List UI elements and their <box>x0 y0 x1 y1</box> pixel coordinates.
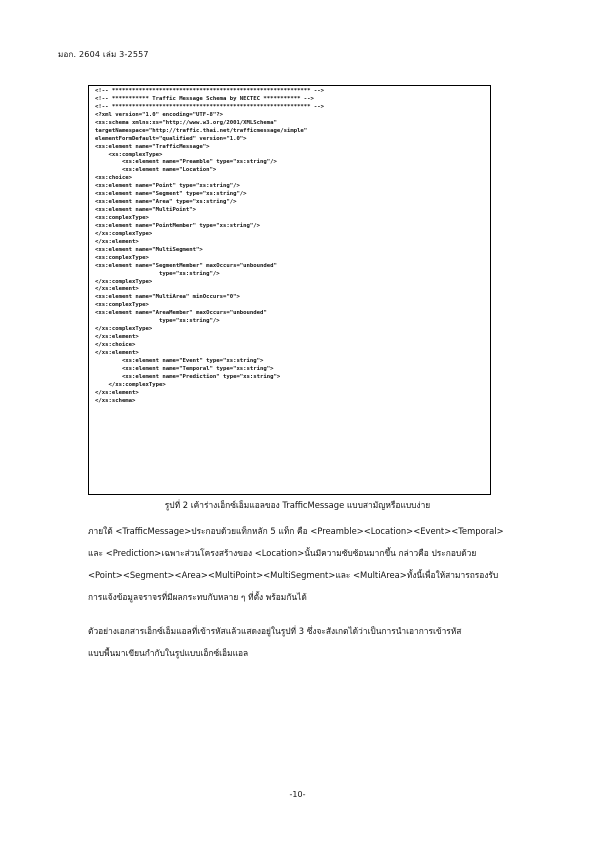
code-line: <xs:element name="MultiArea" minOccurs="0"> <box>95 294 240 301</box>
code-line: <?xml version="1.0" encoding="UTF-8"?> <box>95 111 223 118</box>
code-line: <xs:element name="Preamble" type="xs:string"/> <box>95 159 277 166</box>
paragraph-line: และ <Prediction>เฉพาะส่วนโครงสร้างของ <Location>นั้นมีความซับซ้อนมากขึ้น กล่าวคือ ประกอบด้วย <box>88 548 477 558</box>
code-line: <xs:element name="Prediction" type="xs:string"> <box>95 373 281 380</box>
document-header: มอก. 2604 เล่ม 3-2557 <box>58 50 149 59</box>
code-line: </xs:complexType> <box>95 381 166 388</box>
figure-caption: รูปที่ 2 เค้าร่างเอ็กซ์เอ็มแอลของ TrafficMessage แบบสามัญหรือแบบง่าย <box>164 500 431 510</box>
code-line: <xs:element name="Area" type="xs:string"/> <box>95 199 237 206</box>
code-line: </xs:element> <box>95 334 139 341</box>
code-line: <xs:complexType> <box>95 151 163 158</box>
code-line: <xs:element name="AreaMember" maxOccurs="unbounded" <box>95 310 267 317</box>
code-line: targetNamespace="http://traffic.thai.net/trafficmessage/simple" <box>95 127 308 134</box>
code-line: <xs:element name="Event" type="xs:string"> <box>95 357 264 364</box>
code-line: <xs:choice> <box>95 175 133 182</box>
paragraph-line: แบบพื้นมาเขียนกำกับในรูปแบบเอ็กซ์เอ็มแอล <box>88 648 249 658</box>
paragraph-line: ภายใต้ <TrafficMessage>ประกอบด้วยแท็กหลัก 5 แท็ก คือ <Preamble><Location><Event><Temporal> <box>88 526 504 536</box>
paragraph-2 <box>88 624 508 668</box>
code-line: <xs:element name="MultiSegment"> <box>95 246 203 253</box>
code-line: <xs:element name="SegmentMember" maxOccurs="unbounded" <box>95 262 277 269</box>
paragraph-1 <box>88 524 508 612</box>
code-line: </xs:complexType> <box>95 278 153 285</box>
code-line: <!-- *********** Traffic Message Schema by NECTEC *********** --> <box>95 95 314 102</box>
code-line: <xs:element name="Temporal" type="xs:string"> <box>95 365 274 372</box>
page-number: -10- <box>289 790 306 799</box>
code-line: <!-- *********************************************************** --> <box>95 88 325 94</box>
xml-schema-code-box <box>88 85 491 495</box>
code-line: <xs:element name="Segment" type="xs:string"/> <box>95 191 247 198</box>
code-line: </xs:complexType> <box>95 326 153 333</box>
code-line: </xs:element> <box>95 349 139 356</box>
code-line: <xs:element name="Location"> <box>95 167 217 174</box>
code-line: <xs:element name="Point" type="xs:string"/> <box>95 183 240 190</box>
code-line: </xs:element> <box>95 389 139 396</box>
code-line: <xs:complexType> <box>95 254 149 261</box>
code-line: </xs:schema> <box>95 397 136 404</box>
code-line: </xs:complexType> <box>95 230 153 237</box>
code-line: type="xs:string"/> <box>95 270 220 277</box>
code-line: </xs:element> <box>95 238 139 245</box>
code-line: <!-- *********************************************************** --> <box>95 103 325 110</box>
code-line: elementFormDefault="qualified" version="1.0"> <box>95 135 247 142</box>
code-line: <xs:complexType> <box>95 215 149 221</box>
code-line: <xs:schema xmlns:xs="http://www.w3.org/2001/XMLSchema" <box>95 119 277 126</box>
code-line: <xs:complexType> <box>95 302 149 309</box>
code-line: type="xs:string"/> <box>95 318 220 325</box>
code-line: </xs:choice> <box>95 342 136 348</box>
paragraph-line: <Point><Segment><Area><MultiPoint><MultiSegment>และ <MultiArea>ทั้งนี้เพื่อให้สามารถรองรับ <box>88 570 499 580</box>
paragraph-line: ตัวอย่างเอกสารเอ็กซ์เอ็มแอลที่เข้ารหัสแล้วแสดงอยู่ในรูปที่ 3 ซึ่งจะสังเกตได้ว่าเป็นการนำเอาการเข้ารหัส <box>88 626 462 636</box>
code-line: <xs:element name="TrafficMessage"> <box>95 143 210 150</box>
code-line: </xs:element> <box>95 286 139 293</box>
paragraph-line: การแจ้งข้อมูลจราจรที่มีผลกระทบกับหลาย ๆ ที่ตั้ง พร้อมกันได้ <box>88 592 307 602</box>
code-line: <xs:element name="MultiPoint"> <box>95 207 197 214</box>
code-line: <xs:element name="PointMember" type="xs:string"/> <box>95 222 261 229</box>
